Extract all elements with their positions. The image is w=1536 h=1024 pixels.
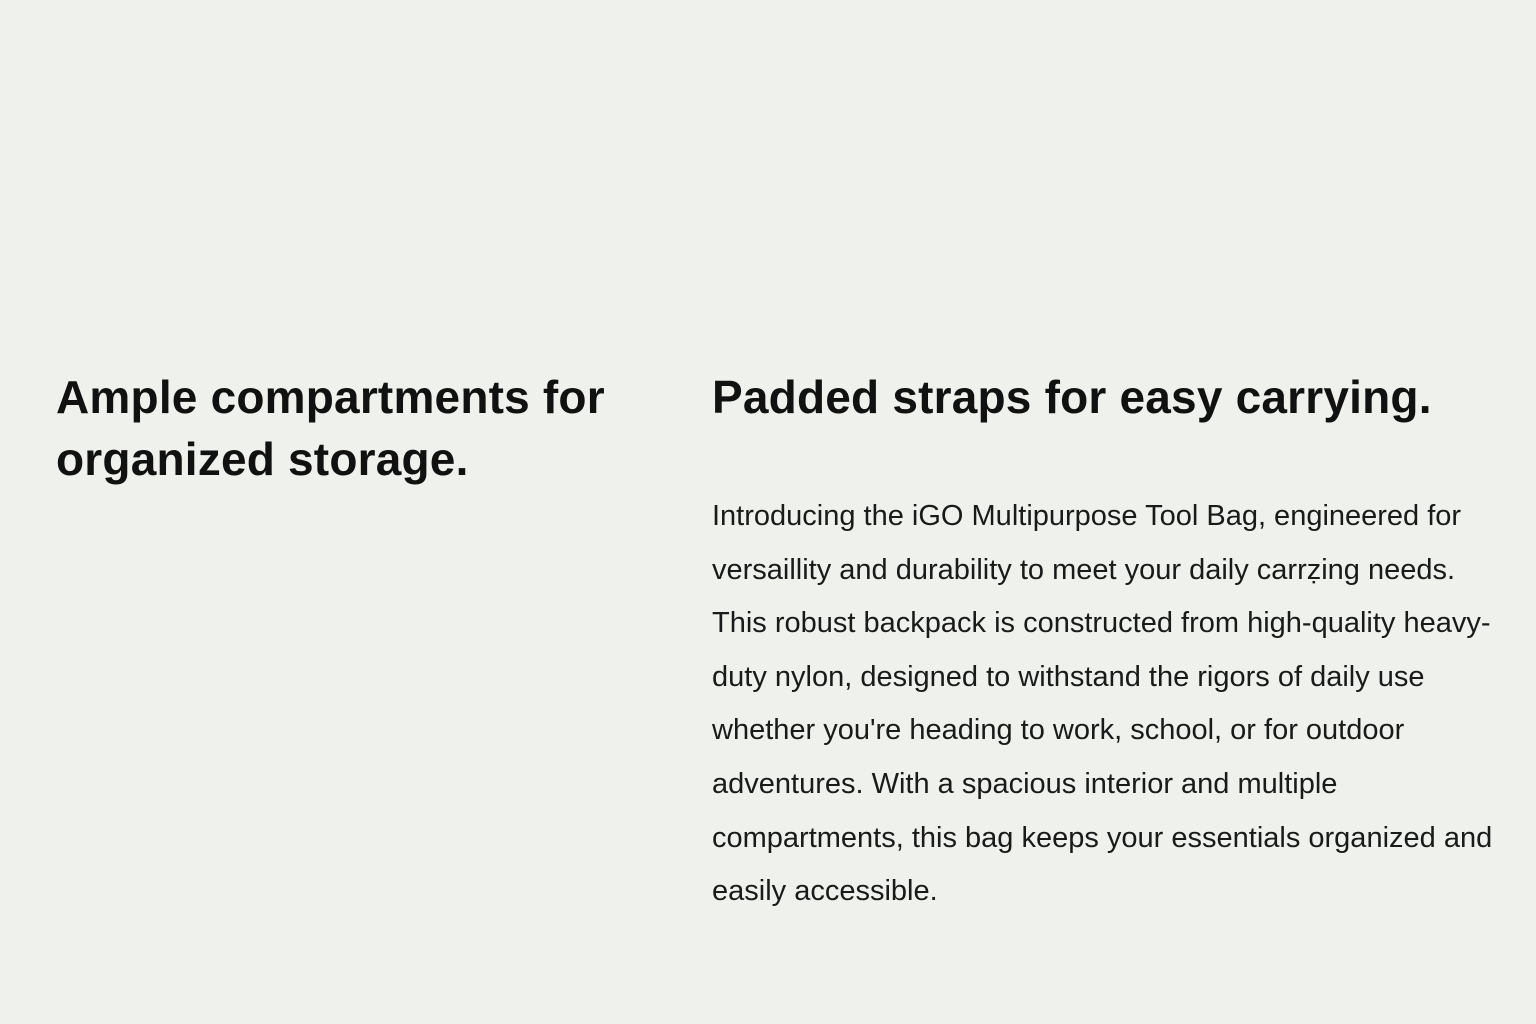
feature-column-storage [56,366,656,490]
product-description: Introducing the iGO Multipurpose Tool Bag, engineered for versaillity and durability to meet your daily carrẓing needs. This robust backpack is constructed from high-quality heavy-duty nylon, designed to withstand the rigors of daily use whether you're heading to work, school, or for outdoor adventures. With a spacious interior and multiple compartments, this bag keeps your essentials organized and easily accessible. [712,500,1493,908]
feature-heading-straps: Padded straps for easy carrying. [712,371,1432,423]
feature-column-straps [712,366,1502,919]
feature-heading-storage: Ample compartments for organized storage. [56,371,605,485]
